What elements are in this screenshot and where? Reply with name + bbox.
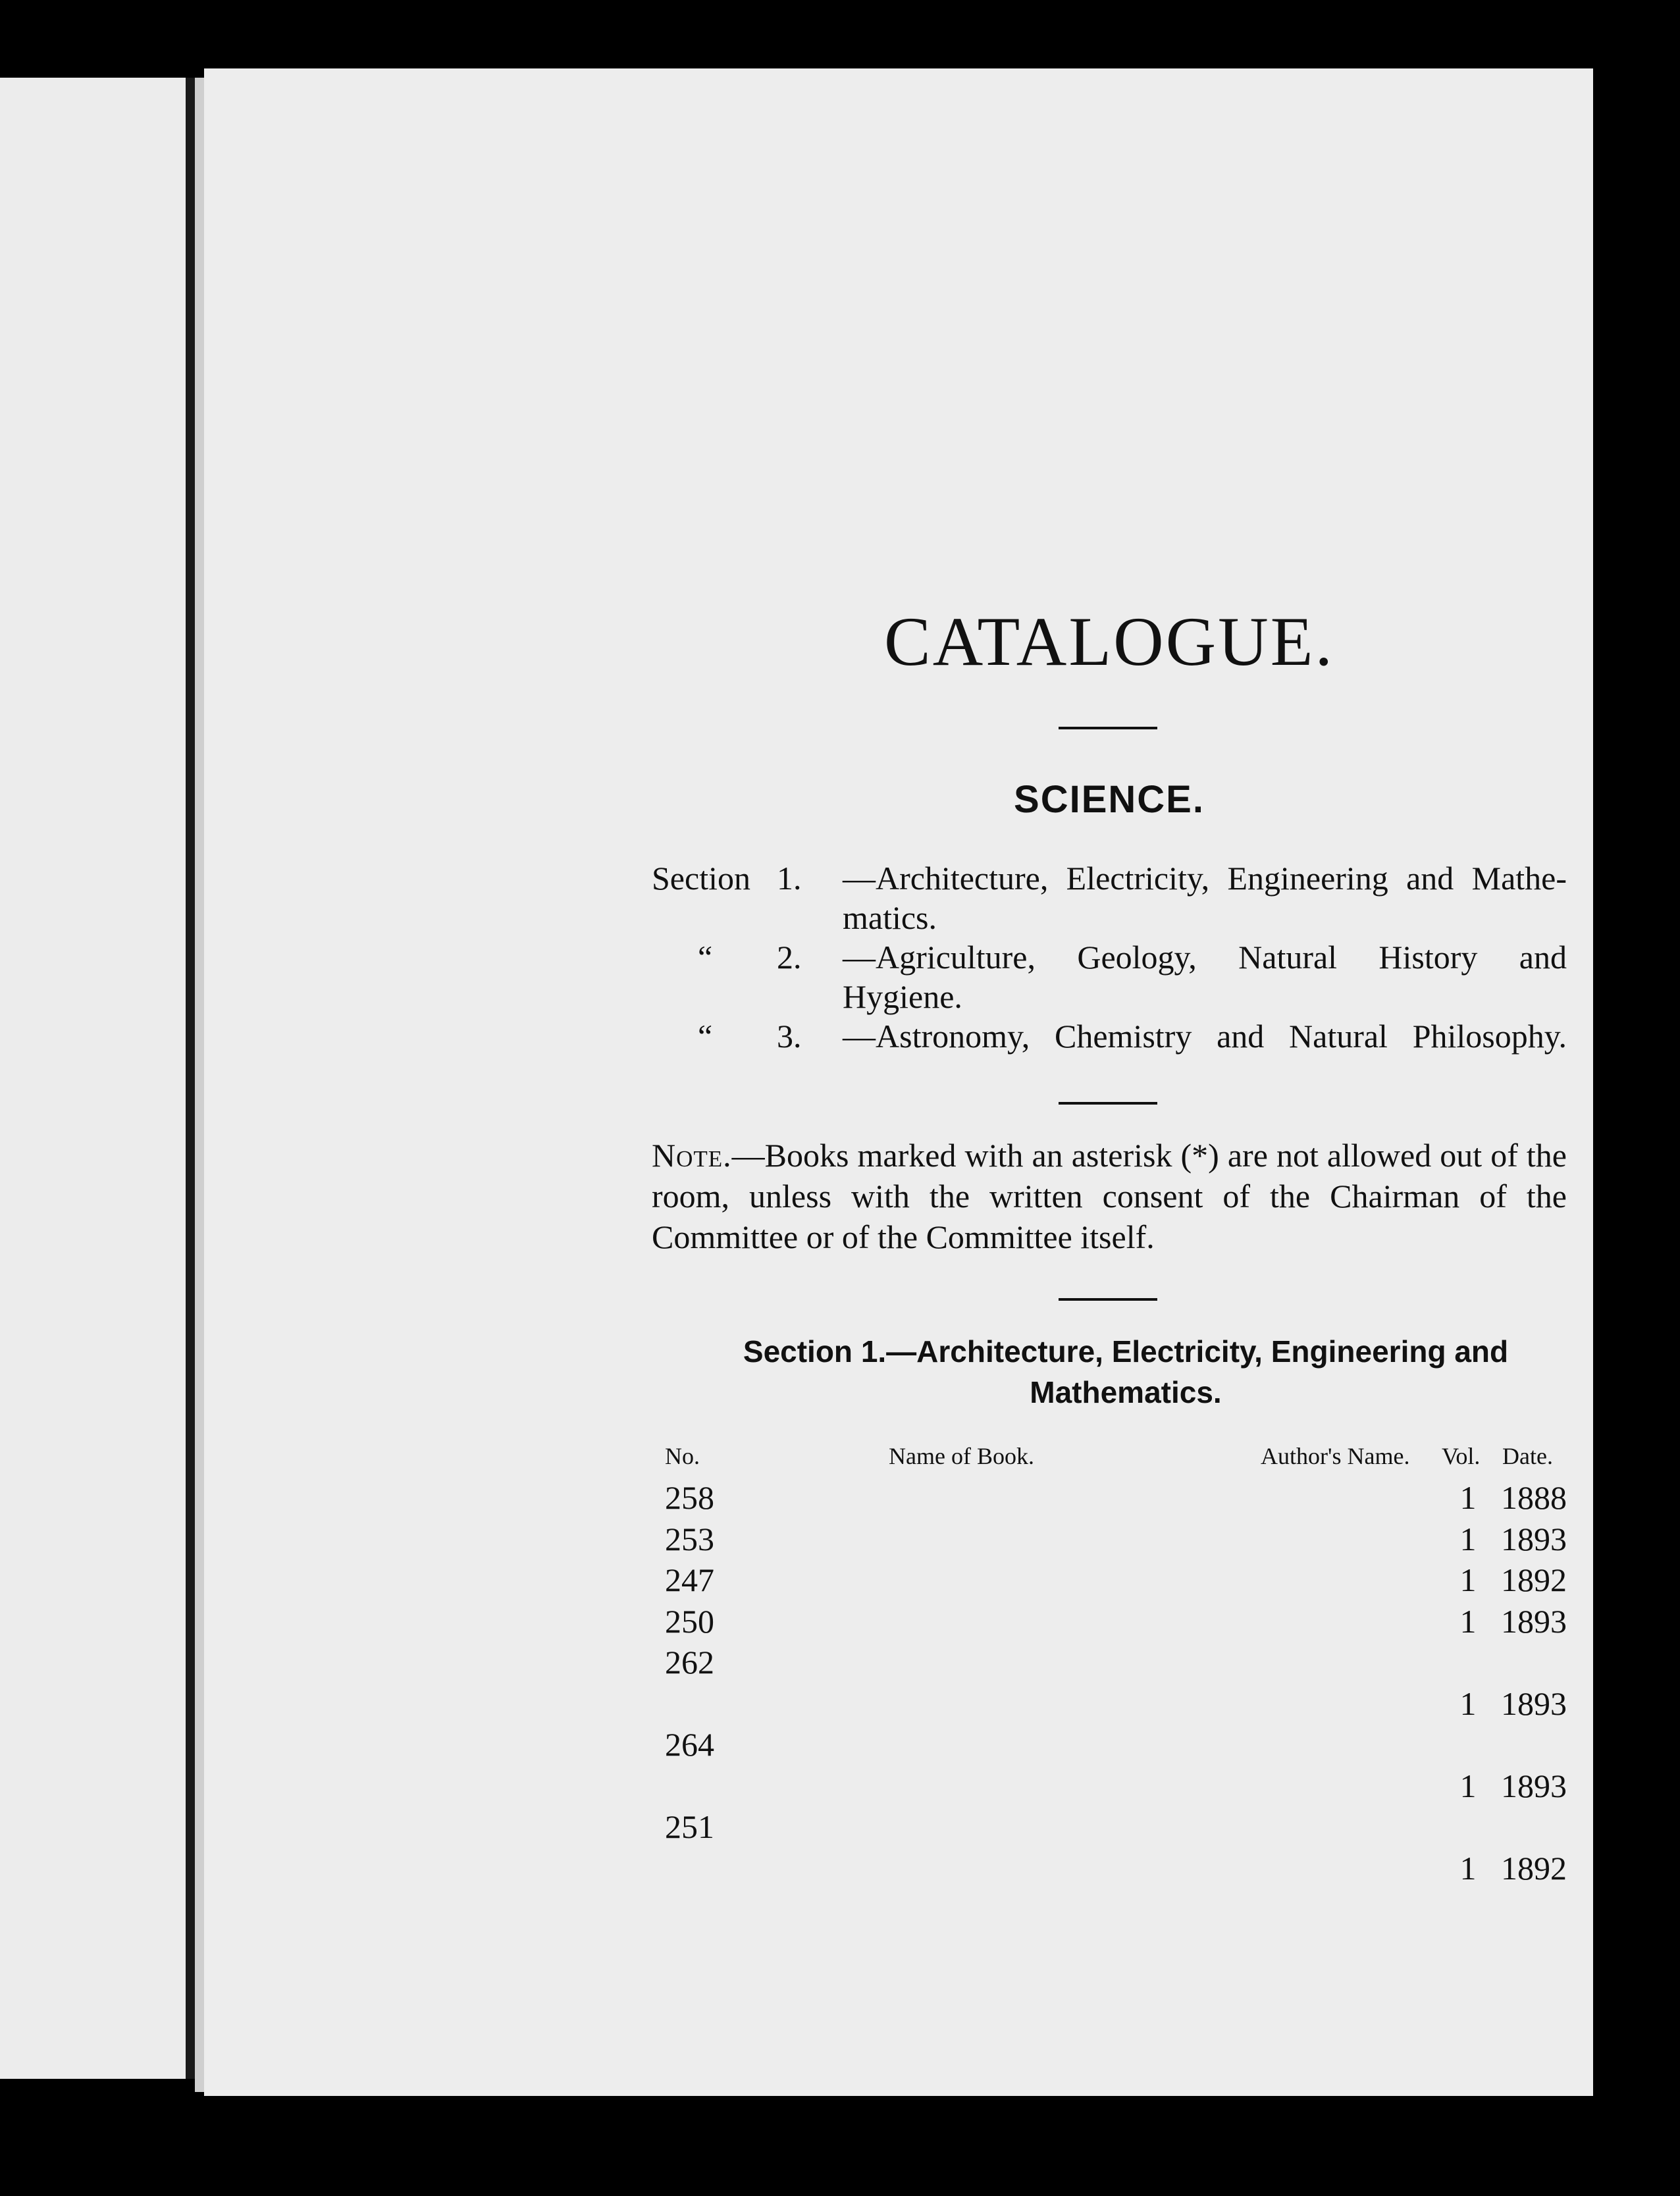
book-date: 1892 (1501, 1849, 1567, 1887)
overview-text: —Astronomy, Chemistry and Natural Philosophy. (843, 1018, 1567, 1055)
header-author: Author's Name. (1261, 1443, 1410, 1469)
overview-divider (1059, 1102, 1157, 1105)
book-number: 262 (665, 1644, 714, 1681)
overview-number: 2. (777, 939, 802, 976)
section-heading: Section 1.—Architecture, Electricity, Engineering and Mathematics. (743, 1334, 1509, 1409)
overview-text: —Agriculture, Geology, Natural History and (843, 939, 1567, 976)
book-vol: 1 (1459, 1849, 1477, 1887)
overview-section-1 (652, 858, 1567, 898)
book-vol: 1 (1459, 1685, 1477, 1722)
header-no: No. (665, 1443, 700, 1469)
page-gutter (195, 78, 204, 2092)
book-vol: 1 (1459, 1520, 1477, 1557)
book-number: 250 (665, 1602, 714, 1640)
book-date: 1892 (1501, 1561, 1567, 1598)
note-paragraph (652, 1135, 1567, 1257)
book-vol: 1 (1459, 1602, 1477, 1640)
table-row-continuation (665, 1765, 1567, 1807)
ditto-mark: “ (698, 939, 713, 976)
note-text: —Books marked with an asterisk (*) are not allowed out of the room, unless with the written consent of the Chairman of the Committee or of the Committee itself. (652, 1137, 1567, 1255)
book-date: 1893 (1501, 1602, 1567, 1640)
page-title: CATALOGUE. (884, 603, 1334, 680)
note-label: Note. (652, 1137, 732, 1174)
book-number: 251 (665, 1808, 714, 1845)
overview-number: 1. (777, 860, 802, 897)
overview-text: —Architecture, Electricity, Engineering and Mathe- (843, 860, 1567, 897)
book-date: 1893 (1501, 1685, 1567, 1722)
title-divider (1059, 727, 1157, 729)
table-row (665, 1806, 1567, 1848)
overview-continuation: matics. (843, 899, 937, 936)
table-row-continuation (665, 1683, 1567, 1725)
ditto-mark: “ (698, 1018, 713, 1055)
table-row (665, 1559, 1567, 1601)
book-vol: 1 (1459, 1561, 1477, 1598)
table-row (665, 1642, 1567, 1683)
overview-section-2 (652, 937, 1567, 977)
header-vol: Vol. (1442, 1443, 1481, 1469)
header-date: Date. (1502, 1443, 1553, 1469)
overview-continuation: Hygiene. (843, 978, 962, 1015)
sections-overview (652, 858, 1567, 1056)
table-row-continuation (665, 1848, 1567, 1889)
book-number: 253 (665, 1520, 714, 1557)
book-number: 264 (665, 1726, 714, 1763)
table-row (665, 1477, 1567, 1519)
table-row (665, 1724, 1567, 1765)
overview-section-1-continuation (652, 898, 1567, 937)
overview-section-3 (652, 1016, 1567, 1056)
overview-section-2-continuation (652, 977, 1567, 1016)
binding-shadow (186, 78, 195, 2079)
book-date: 1888 (1501, 1479, 1567, 1516)
header-name: Name of Book. (889, 1443, 1034, 1469)
table-row (665, 1601, 1567, 1642)
book-vol: 1 (1459, 1479, 1477, 1516)
table-row (665, 1519, 1567, 1560)
book-list (665, 1477, 1567, 1889)
overview-lead: Section (652, 860, 750, 897)
note-divider (1059, 1298, 1157, 1301)
book-date: 1893 (1501, 1767, 1567, 1804)
category-heading: SCIENCE. (1014, 778, 1205, 821)
catalogue-page (204, 68, 1593, 2096)
book-date: 1893 (1501, 1520, 1567, 1557)
facing-page-edge (0, 78, 186, 2079)
book-number: 247 (665, 1561, 714, 1598)
book-vol: 1 (1459, 1767, 1477, 1804)
book-number: 258 (665, 1479, 714, 1516)
overview-number: 3. (777, 1018, 802, 1055)
